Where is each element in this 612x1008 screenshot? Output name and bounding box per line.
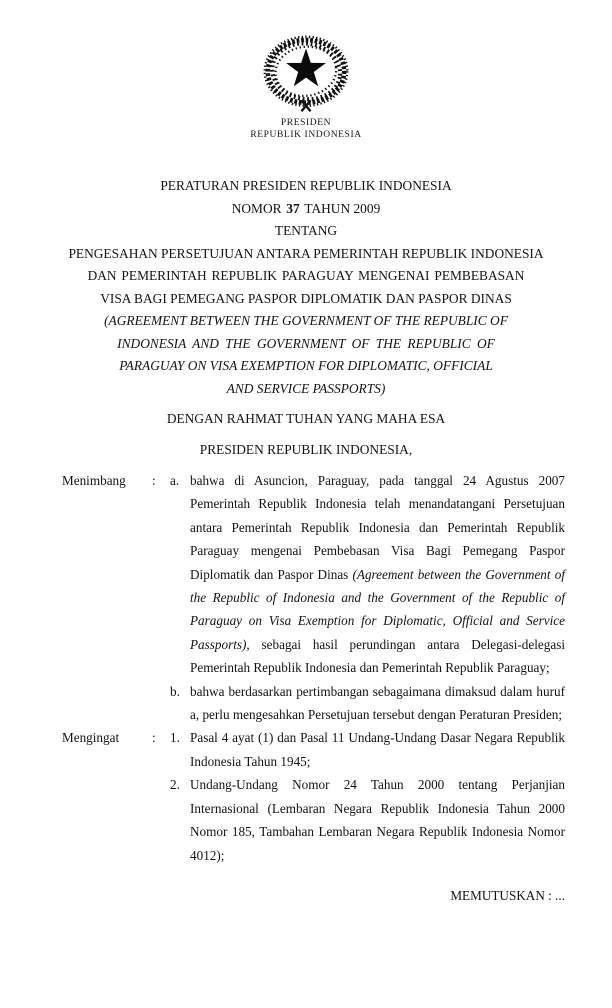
subject-english-line: AND SERVICE PASSPORTS) — [226, 380, 386, 396]
subject-english-line: INDONESIA AND THE GOVERNMENT OF THE REPUBLIC OF — [117, 335, 495, 351]
subject-english-line: PARAGUAY ON VISA EXEMPTION FOR DIPLOMATIC, OFFICIAL — [119, 358, 493, 373]
letterhead-line-presiden: PRESIDEN — [280, 118, 332, 128]
letterhead-line-republik-indonesia: REPUBLIK INDONESIA — [250, 129, 362, 140]
considering-item-b — [170, 680, 565, 727]
recalling-section — [62, 726, 565, 866]
authority-line: PRESIDEN REPUBLIK INDONESIA, — [199, 441, 413, 457]
regulation-number-line — [0, 198, 612, 221]
considering-label: Menimbang — [62, 473, 126, 488]
item-marker: 1. — [170, 730, 180, 746]
considering-item-b-text: bahwa berdasarkan pertimbangan sebagaimana dimaksud dalam huruf a, perlu mengesahkan Persetujuan tersebut dengan Peraturan Presiden; — [190, 683, 565, 723]
recalling-item-1-text: Pasal 4 ayat (1) dan Pasal 11 Undang-Undang Dasar Negara Republik Indonesia Tahun 1945; — [190, 730, 565, 769]
letterhead — [0, 0, 612, 141]
presidential-star-wreath-emblem — [258, 34, 354, 114]
star-icon — [286, 49, 326, 87]
about-label: TENTANG — [274, 223, 338, 238]
considering-item-a — [170, 469, 565, 680]
item-marker: 2. — [170, 777, 180, 793]
invocation-line: DENGAN RAHMAT TUHAN YANG MAHA ESA — [166, 411, 446, 426]
considering-colon: : — [152, 473, 156, 488]
considering-section — [62, 469, 565, 726]
item-marker: b. — [170, 683, 180, 699]
preamble-body — [62, 469, 565, 867]
item-marker: a. — [170, 473, 180, 488]
recalling-colon: : — [152, 730, 156, 746]
number-year: TAHUN 2009 — [304, 200, 381, 216]
recalling-item-1 — [170, 726, 565, 773]
catchword-memutuskan: MEMUTUSKAN : ... — [450, 887, 565, 903]
recalling-item-2 — [170, 773, 565, 867]
recalling-item-2-text: Undang-Undang Nomor 24 Tahun 2000 tentang Perjanjian Internasional (Lembaran Negara Republik Indonesia Tahun 2000 Nomor 185, Tambahan Lembaran Negara Republik Indonesia Nomor 4012); — [190, 777, 565, 863]
subject-english-line: (AGREEMENT BETWEEN THE GOVERNMENT OF THE REPUBLIC OF — [104, 313, 508, 328]
number-value: 37 — [286, 200, 300, 216]
number-label: NOMOR — [231, 200, 282, 216]
considering-item-a-text: bahwa di Asuncion, Paraguay, pada tanggal 24 Agustus 2007 Pemerintah Republik Indonesia telah menandatangani Persetujuan antara Pemerintah Republik Indonesia dan Pemerintah Republik Paraguay mengenai Pembebasan Visa Bagi Pemegang Paspor Diplomatik dan Paspor Dinas (Agreement between the Government of the Republic of Indonesia and the Government of the Republic of Paraguay on Visa Exemption for Diplomatic, Official and Service Passports), sebagai hasil perundingan antara Delegasi-delegasi Pemerintah Republik Indonesia dan Pemerintah Republik Paraguay; — [190, 473, 565, 676]
title-block — [0, 175, 612, 461]
recalling-label: Mengingat — [62, 730, 120, 746]
subject-line: PENGESAHAN PERSETUJUAN ANTARA PEMERINTAH REPUBLIK INDONESIA — [68, 245, 544, 261]
regulation-heading: PERATURAN PRESIDEN REPUBLIK INDONESIA — [160, 178, 452, 193]
subject-line: VISA BAGI PEMEGANG PASPOR DIPLOMATIK DAN PASPOR DINAS — [100, 290, 512, 306]
subject-line: DAN PEMERINTAH REPUBLIK PARAGUAY MENGENAI PEMBEBASAN — [87, 268, 525, 283]
